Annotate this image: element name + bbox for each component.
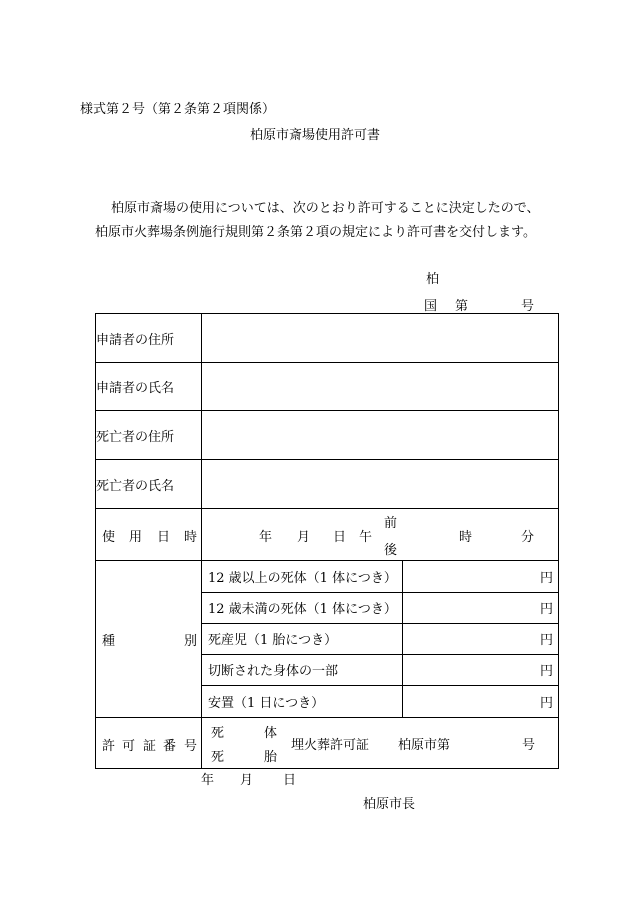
- usage-label-char: 使: [102, 530, 116, 545]
- kind-name: 死産児（1 胎につき）: [202, 623, 402, 654]
- kind-label-char: 種: [102, 634, 116, 649]
- kind-row: [202, 654, 559, 685]
- kind-name: 12 歳未満の死体（1 体につき）: [202, 592, 402, 623]
- label-usage-datetime: [96, 509, 202, 561]
- kind-name: 安置（1 日につき）: [202, 685, 402, 717]
- field-usage-datetime[interactable]: [202, 509, 559, 561]
- reference-dai: 第: [455, 299, 469, 314]
- permit-label-char: 番: [163, 739, 177, 754]
- row-permit-number: [96, 718, 559, 769]
- usage-ato: 後: [384, 543, 398, 558]
- usage-month: 月: [297, 530, 311, 545]
- usage-day: 日: [333, 530, 347, 545]
- permit-tai-fetus: 胎: [264, 750, 278, 765]
- form-number: 様式第２号（第２条第２項関係）: [80, 102, 276, 117]
- kind-amount-field[interactable]: 円: [402, 592, 559, 623]
- kind-row: [202, 623, 559, 654]
- permit-burial-label: 埋火葬許可証: [291, 738, 370, 753]
- kind-amount-field[interactable]: 円: [402, 561, 559, 592]
- permit-label-char: 号: [184, 739, 198, 754]
- kind-label-char: 別: [184, 634, 198, 649]
- kind-row: [202, 685, 559, 717]
- kind-amount-field[interactable]: 円: [539, 695, 553, 711]
- kind-row: [202, 561, 559, 592]
- field-applicant-name[interactable]: [202, 363, 559, 411]
- usage-minute: 分: [521, 530, 535, 545]
- label-permit-number: [96, 718, 202, 769]
- document-title: 柏原市斎場使用許可書: [250, 128, 381, 143]
- label-deceased-address: 死亡者の住所: [96, 411, 202, 460]
- body-text-line-2: 柏原市火葬場条例施行規則第２条第２項の規定により許可書を交付します。: [95, 225, 536, 240]
- mayor-signature: 柏原市長: [363, 797, 416, 812]
- label-applicant-name: 申請者の氏名: [96, 363, 202, 411]
- row-applicant-name: [96, 363, 559, 411]
- kind-table: [202, 561, 559, 717]
- permit-city-number: 柏原市第: [398, 738, 451, 753]
- permit-label-char: 証: [143, 739, 157, 754]
- usage-label-char: 日: [157, 530, 171, 545]
- row-applicant-address: [96, 314, 559, 363]
- usage-year: 年: [259, 530, 273, 545]
- permit-tai: 体: [264, 726, 278, 741]
- reference-go: 号: [521, 299, 535, 314]
- kind-amount-field[interactable]: 円: [402, 623, 559, 654]
- label-kind: [96, 561, 202, 718]
- permit-label-char: 許: [102, 739, 116, 754]
- issue-month: 月: [240, 773, 254, 788]
- body-text-line-1: 柏原市斎場の使用については、次のとおり許可することに決定したので、: [111, 201, 540, 216]
- row-usage-datetime: [96, 509, 559, 561]
- row-deceased-name: [96, 460, 559, 509]
- kind-row: [202, 592, 559, 623]
- row-kind: [96, 561, 559, 718]
- reference-kashiwa: 柏: [426, 272, 440, 287]
- label-deceased-name: 死亡者の氏名: [96, 460, 202, 509]
- usage-mae: 前: [384, 516, 398, 531]
- field-deceased-address[interactable]: [202, 411, 559, 460]
- permit-shi: 死: [211, 750, 225, 765]
- permit-form-table: [95, 313, 559, 769]
- row-deceased-address: [96, 411, 559, 460]
- kind-amount-field[interactable]: 円: [402, 654, 559, 685]
- label-applicant-address: 申請者の住所: [96, 314, 202, 363]
- usage-label-char: 時: [184, 530, 198, 545]
- kind-options: [202, 561, 559, 718]
- kind-name: 12 歳以上の死体（1 体につき）: [202, 561, 402, 592]
- issue-year: 年: [201, 773, 215, 788]
- kind-name: 切断された身体の一部: [202, 654, 402, 685]
- permit-label-char: 可: [122, 739, 136, 754]
- permit-shi: 死: [211, 726, 225, 741]
- field-deceased-name[interactable]: [202, 460, 559, 509]
- field-applicant-address[interactable]: [202, 314, 559, 363]
- issue-day: 日: [283, 773, 297, 788]
- usage-label-char: 用: [129, 530, 143, 545]
- permit-go: 号: [522, 738, 536, 753]
- usage-hour: 時: [459, 530, 473, 545]
- reference-kuni: 国: [424, 299, 438, 314]
- field-permit-number[interactable]: [202, 718, 559, 769]
- usage-go: 午: [359, 530, 373, 545]
